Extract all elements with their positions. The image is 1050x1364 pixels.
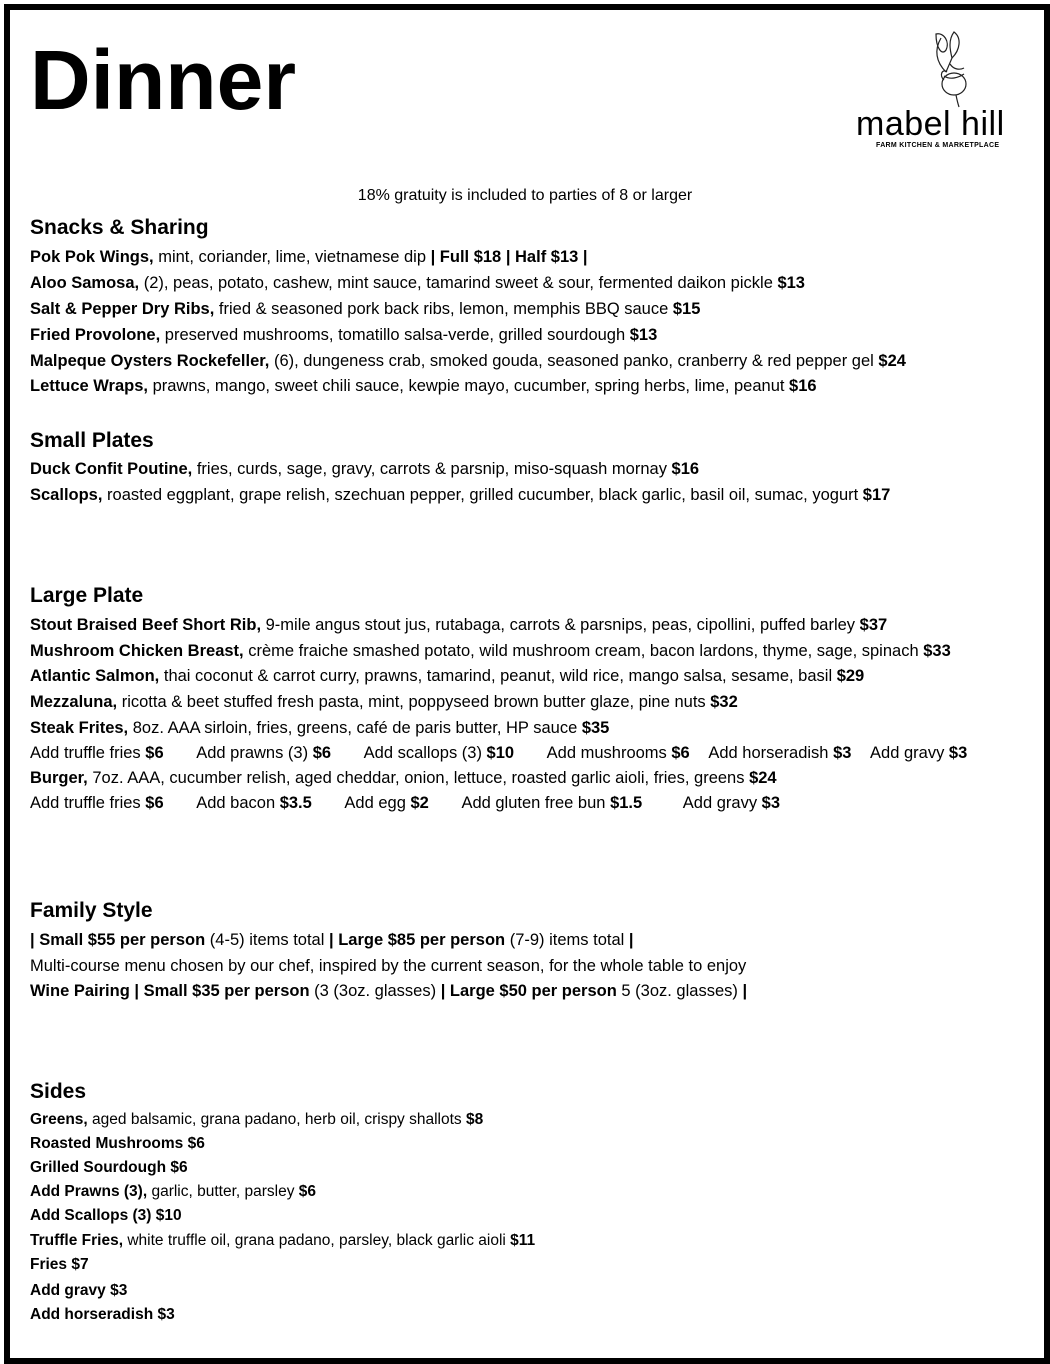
addon: Add gravy $3 bbox=[682, 794, 781, 812]
menu-item: Steak Frites, 8oz. AAA sirloin, fries, greens, café de paris butter, HP sauce $35 bbox=[30, 719, 610, 737]
addon: Add scallops (3) $10 bbox=[363, 744, 515, 762]
burger-addons bbox=[30, 792, 780, 814]
menu-item: Mezzaluna, ricotta & beet stuffed fresh pasta, mint, poppyseed brown butter glaze, pine nuts $32 bbox=[30, 693, 738, 711]
logo bbox=[856, 28, 1036, 154]
radish-icon bbox=[906, 28, 996, 108]
page-title: Dinner bbox=[30, 33, 297, 127]
section-heading-large-plate: Large Plate bbox=[30, 584, 144, 607]
menu-item: Lettuce Wraps, prawns, mango, sweet chili sauce, kewpie mayo, cucumber, spring herbs, lime, peanut $16 bbox=[30, 377, 817, 395]
addon: Add truffle fries $6 bbox=[30, 744, 164, 762]
menu-item: Roasted Mushrooms $6 bbox=[30, 1135, 205, 1152]
menu-item: Truffle Fries, white truffle oil, grana padano, parsley, black garlic aioli $11 bbox=[30, 1232, 536, 1249]
menu-item: Mushroom Chicken Breast, crème fraiche smashed potato, wild mushroom cream, bacon lardons, thyme, sage, spinach $33 bbox=[30, 642, 951, 660]
logo-tagline: FARM KITCHEN & MARKETPLACE bbox=[876, 142, 1000, 149]
menu-item: Duck Confit Poutine, fries, curds, sage, gravy, carrots & parsnip, miso-squash mornay $16 bbox=[30, 460, 700, 478]
logo-name: mabel hill bbox=[856, 105, 1005, 143]
menu-item: Fried Provolone, preserved mushrooms, tomatillo salsa-verde, grilled sourdough $13 bbox=[30, 326, 658, 344]
menu-item: Grilled Sourdough $6 bbox=[30, 1159, 188, 1176]
menu-item: Atlantic Salmon, thai coconut & carrot curry, prawns, tamarind, peanut, wild rice, mango salsa, sesame, basil $29 bbox=[30, 667, 865, 685]
section-heading-family-style: Family Style bbox=[30, 899, 153, 922]
menu-item: Aloo Samosa, (2), peas, potato, cashew, mint sauce, tamarind sweet & sour, fermented daikon pickle $13 bbox=[30, 274, 805, 292]
addon: Add horseradish $3 bbox=[708, 744, 852, 762]
addon: Add gluten free bun $1.5 bbox=[461, 794, 643, 812]
menu-item: Add gravy $3 bbox=[30, 1282, 128, 1299]
addon: Add bacon $3.5 bbox=[196, 794, 312, 812]
menu-item: Salt & Pepper Dry Ribs, fried & seasoned pork back ribs, lemon, memphis BBQ sauce $15 bbox=[30, 300, 701, 318]
family-description: Multi-course menu chosen by our chef, inspired by the current season, for the whole table to enjoy bbox=[30, 957, 747, 975]
addon: Add gravy $3 bbox=[870, 744, 968, 762]
menu-item: Greens, aged balsamic, grana padano, herb oil, crispy shallots $8 bbox=[30, 1111, 484, 1128]
section-heading-small-plates: Small Plates bbox=[30, 429, 154, 452]
section-heading-snacks: Snacks & Sharing bbox=[30, 216, 209, 239]
menu-item: Add Prawns (3), garlic, butter, parsley $6 bbox=[30, 1183, 317, 1200]
menu-item: Pok Pok Wings, mint, coriander, lime, vietnamese dip | Full $18 | Half $13 | bbox=[30, 248, 588, 266]
steak-addons bbox=[30, 742, 967, 764]
menu-item: Stout Braised Beef Short Rib, 9-mile angus stout jus, rutabaga, carrots & parsnips, peas, cipollini, puffed barley $37 bbox=[30, 616, 888, 634]
addon: Add prawns (3) $6 bbox=[196, 744, 332, 762]
addon: Add truffle fries $6 bbox=[30, 794, 164, 812]
menu-item: Burger, 7oz. AAA, cucumber relish, aged cheddar, onion, lettuce, roasted garlic aioli, fries, greens $24 bbox=[30, 769, 777, 787]
family-pricing: | Small $55 per person (4-5) items total | Large $85 per person (7-9) items total | bbox=[30, 931, 634, 949]
section-heading-sides: Sides bbox=[30, 1080, 87, 1103]
addon: Add mushrooms $6 bbox=[546, 744, 690, 762]
gratuity-note: 18% gratuity is included to parties of 8 or larger bbox=[357, 187, 693, 204]
menu-item: Add horseradish $3 bbox=[30, 1306, 175, 1323]
menu-item: Malpeque Oysters Rockefeller, (6), dungeness crab, smoked gouda, seasoned panko, cranberry & red pepper gel $24 bbox=[30, 352, 906, 370]
menu-item: Fries $7 bbox=[30, 1256, 89, 1273]
menu-item: Add Scallops (3) $10 bbox=[30, 1207, 182, 1224]
wine-pairing: Wine Pairing | Small $35 per person (3 (3oz. glasses) | Large $50 per person 5 (3oz. glasses) | bbox=[30, 982, 748, 1000]
menu-item: Scallops, roasted eggplant, grape relish, szechuan pepper, grilled cucumber, black garlic, basil oil, sumac, yogurt $17 bbox=[30, 486, 891, 504]
addon: Add egg $2 bbox=[344, 794, 429, 812]
